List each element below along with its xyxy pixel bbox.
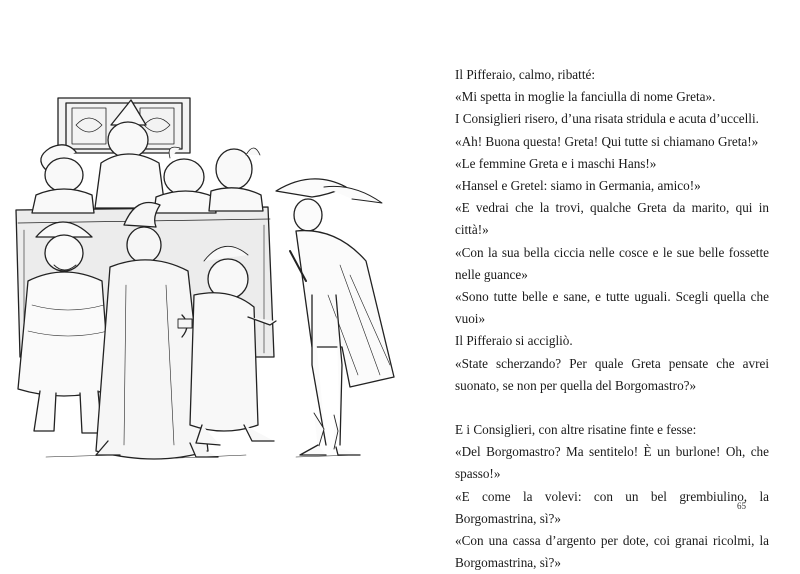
paragraph: «E come la volevi: con un bel grembiulino, la Borgomastrina, sì?» [455, 488, 769, 526]
paragraph: «Con una cassa d’argento per dote, coi granai ricolmi, la Borgomastrina, sì?» [455, 533, 769, 571]
paragraph: Il Pifferaio, calmo, ribatté: [455, 67, 596, 82]
paragraph: Il Pifferaio si accigliò. [455, 333, 573, 349]
paragraph: E i Consiglieri, con altre risatine finte e fesse: [455, 422, 697, 438]
story-text [455, 64, 769, 574]
paragraph: «Mi spetta in moglie la fanciulla di nome Greta». [455, 89, 716, 105]
paragraph: «Ah! Buona questa! Greta! Qui tutte si chiamano Greta!» [455, 133, 759, 149]
paragraph: I Consiglieri risero, d’una risata stridula e acuta d’uccelli. [455, 111, 759, 127]
illustration-councillors-and-piper [6, 95, 406, 475]
paragraph: «E vedrai che la trovi, qualche Greta da marito, qui in città!» [455, 200, 769, 238]
paragraph: «State scherzando? Per quale Greta pensate che avrei suonato, se non per quella del Borgomastro?» [455, 355, 769, 393]
paragraph: «Sono tutte belle e sane, e tutte uguali. Scegli quella che vuoi» [455, 289, 769, 327]
paragraph: «Hansel e Gretel: siamo in Germania, amico!» [455, 178, 701, 194]
paragraph: «Con la sua bella ciccia nelle cosce e le sue belle fossette nelle guance» [455, 244, 769, 282]
page-number: 65 [737, 501, 746, 511]
paragraph: «Del Borgomastro? Ma sentitelo! È un burlone! Oh, che spasso!» [455, 444, 769, 482]
pied-piper-icon [276, 179, 394, 455]
paragraph: «Le femmine Greta e i maschi Hans!» [455, 155, 657, 171]
paragraph-break [455, 397, 769, 419]
